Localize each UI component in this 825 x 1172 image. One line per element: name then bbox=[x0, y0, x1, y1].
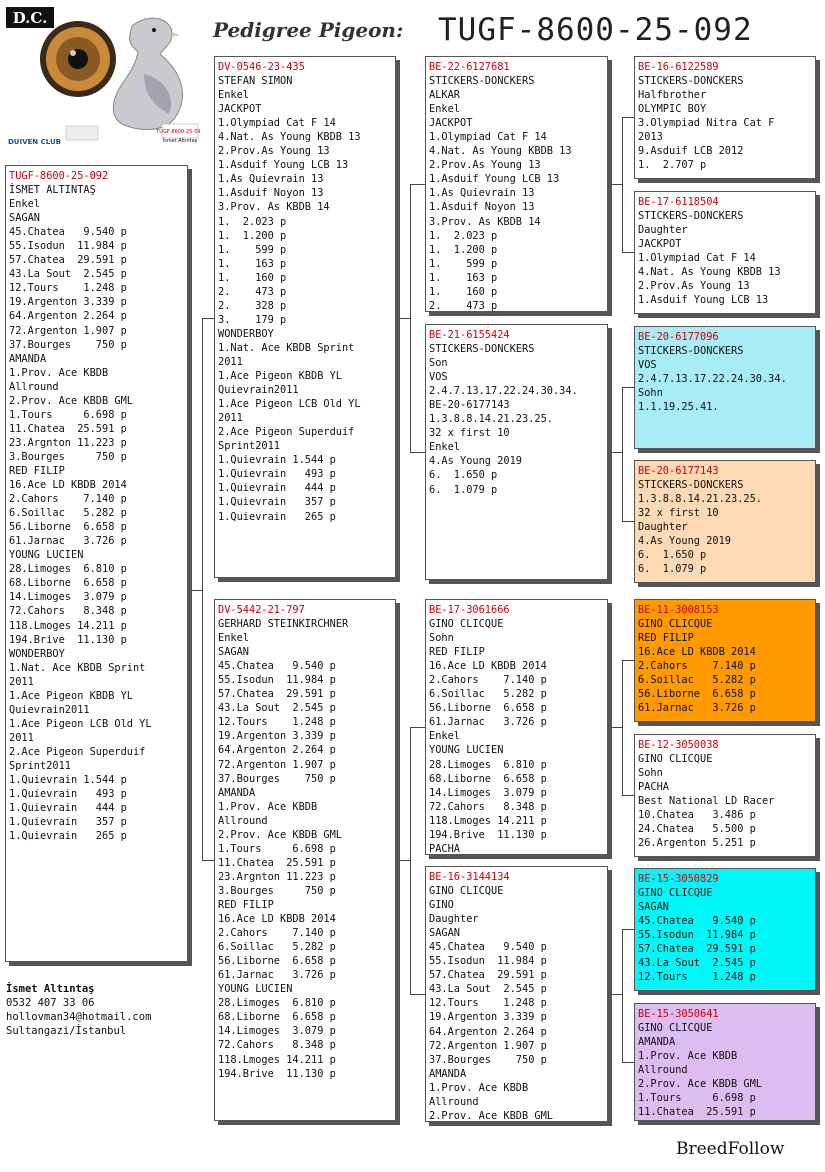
pedigree-line: 72.Argenton 1.907 p bbox=[429, 1039, 547, 1052]
pedigree-line: 11.Chatea 25.591 p bbox=[9, 422, 127, 435]
pedigree-line: 61.Jarnac 3.726 p bbox=[638, 702, 756, 715]
pedigree-card-dd[interactable] bbox=[425, 866, 608, 1122]
pedigree-line: 45.Chatea 9.540 p bbox=[429, 941, 547, 954]
pedigree-line: 12.Tours 1.248 p bbox=[638, 971, 756, 984]
pedigree-line: 3. 179 p bbox=[218, 313, 287, 326]
pedigree-line: Allround bbox=[9, 380, 59, 393]
pedigree-line: 118.Lmoges 14.211 p bbox=[218, 1053, 336, 1066]
pedigree-line: 19.Argenton 3.339 p bbox=[429, 1011, 547, 1024]
pedigree-card-dam[interactable] bbox=[214, 599, 396, 1121]
pedigree-line: 1.Quievrain 444 p bbox=[218, 482, 336, 495]
pedigree-line: 16.Ace LD KBDB 2014 bbox=[9, 479, 127, 492]
pedigree-line: Daughter bbox=[638, 521, 688, 534]
ring-number: DV-0546-23-435 bbox=[218, 61, 305, 73]
pedigree-card-sdd[interactable] bbox=[634, 460, 816, 583]
ring-number: BE-17-6118504 bbox=[638, 196, 719, 208]
ring-number: TUGF-8600-25-092 bbox=[9, 170, 109, 182]
pedigree-line: 1.3.8.8.14.21.23.25. bbox=[429, 413, 553, 426]
pedigree-line: 57.Chatea 29.591 p bbox=[218, 688, 336, 701]
pedigree-line: JACKPOT bbox=[429, 117, 473, 130]
pedigree-line: 43.La Sout 2.545 p bbox=[218, 702, 336, 715]
ring-number: BE-20-6177096 bbox=[638, 331, 719, 343]
pedigree-line: Enkel bbox=[218, 89, 249, 102]
pedigree-line: 2.4.7.13.17.22.24.30.34. bbox=[638, 373, 787, 386]
pedigree-line: 1.Nat. Ace KBDB Sprint bbox=[9, 661, 146, 674]
subject-ring-number: TUGF-8600-25-092 bbox=[438, 12, 753, 48]
pedigree-line: RED FILIP bbox=[218, 898, 274, 911]
pedigree-line: GERHARD STEINKIRCHNER bbox=[218, 618, 349, 631]
pedigree-line: 14.Limoges 3.079 p bbox=[429, 786, 547, 799]
owner-phone: 0532 407 33 06 bbox=[6, 997, 95, 1009]
pedigree-line: 19.Argenton 3.339 p bbox=[218, 730, 336, 743]
pedigree-line: 1. 599 p bbox=[218, 243, 287, 256]
pedigree-line: 1.Nat. Ace KBDB Sprint bbox=[218, 341, 355, 354]
pedigree-line: GINO CLICQUE bbox=[638, 618, 713, 631]
pedigree-line: 72.Cahors 8.348 p bbox=[429, 800, 547, 813]
pedigree-line: 6.Soillac 5.282 p bbox=[9, 507, 127, 520]
pedigree-line: GINO CLICQUE bbox=[638, 753, 713, 766]
pedigree-line: 16.Ace LD KBDB 2014 bbox=[638, 646, 756, 659]
pedigree-line: 55.Isodun 11.984 p bbox=[429, 955, 547, 968]
pedigree-line: 1.Asduif Noyon 13 bbox=[218, 187, 324, 200]
pedigree-line: STICKERS-DONCKERS bbox=[638, 75, 744, 88]
pedigree-line: 37.Bourges 750 p bbox=[218, 772, 336, 785]
pedigree-card-ss[interactable] bbox=[425, 56, 608, 312]
ring-number: BE-17-3061666 bbox=[429, 604, 510, 616]
pedigree-line: 23.Argnton 11.223 p bbox=[9, 436, 127, 449]
pedigree-line: 26.Argenton 5.251 p bbox=[638, 837, 756, 850]
pedigree-line: 1.Quievrain 493 p bbox=[9, 788, 127, 801]
pedigree-line: Allround bbox=[638, 1064, 688, 1077]
pedigree-line: 6.Soillac 5.282 p bbox=[429, 688, 547, 701]
pedigree-line: Sprint2011 bbox=[218, 440, 280, 453]
pedigree-line: Enkel bbox=[218, 632, 249, 645]
pedigree-line: 1. 163 p bbox=[218, 257, 287, 270]
pedigree-line: 1.Asduif Young LCB 13 bbox=[218, 159, 349, 172]
ring-number: BE-21-6155424 bbox=[429, 329, 510, 341]
pedigree-card-dsd[interactable] bbox=[634, 734, 816, 857]
pedigree-card-ssd[interactable] bbox=[634, 191, 816, 314]
pedigree-line: 14.Limoges 3.079 p bbox=[9, 591, 127, 604]
pedigree-line: 57.Chatea 29.591 p bbox=[429, 969, 547, 982]
pedigree-line: 1. 2.023 p bbox=[218, 215, 287, 228]
pedigree-line: 2.Prov. Ace KBDB GML bbox=[429, 1109, 553, 1122]
pedigree-line: 6. 1.079 p bbox=[429, 483, 498, 496]
pedigree-line: GINO CLICQUE bbox=[638, 1022, 713, 1035]
pedigree-line: 11.Chatea 25.591 p bbox=[638, 1106, 756, 1119]
pedigree-line: STICKERS-DONCKERS bbox=[429, 75, 535, 88]
pedigree-line: 1.Quievrain 1.544 p bbox=[218, 454, 336, 467]
logo-brand: D.C. bbox=[12, 9, 48, 27]
pedigree-line: 1.Asduif Noyon 13 bbox=[429, 201, 535, 214]
pedigree-line: Allround bbox=[429, 1095, 479, 1108]
pedigree-line: 55.Isodun 11.984 p bbox=[9, 240, 127, 253]
pedigree-line: STICKERS-DONCKERS bbox=[429, 343, 535, 356]
pedigree-line: RED FILIP bbox=[429, 646, 485, 659]
pedigree-line: AMANDA bbox=[429, 1067, 467, 1080]
ring-number: BE-16-6122589 bbox=[638, 61, 719, 73]
pedigree-line: YOUNG LUCIEN bbox=[218, 983, 293, 996]
pedigree-line: 32 x first 10 bbox=[638, 507, 719, 520]
pedigree-line: Enkel bbox=[429, 103, 460, 116]
footer-brand: BreedFollow bbox=[676, 1139, 785, 1159]
pedigree-line: 56.Liborne 6.658 p bbox=[218, 955, 336, 968]
pedigree-line: 1.Prov. Ace KBDB bbox=[638, 1050, 738, 1063]
owner-info bbox=[6, 982, 151, 1038]
pedigree-line: 6. 1.650 p bbox=[638, 549, 707, 562]
pedigree-line: 1. 1.200 p bbox=[429, 243, 498, 256]
pedigree-line: 1.Quievrain 357 p bbox=[218, 496, 336, 509]
pedigree-line: Sprint2011 bbox=[9, 759, 71, 772]
pedigree-line: 6. 1.079 p bbox=[638, 563, 707, 576]
pedigree-line: 2011 bbox=[218, 355, 243, 368]
pedigree-line: 1.Olympiad Cat F 14 bbox=[429, 131, 547, 144]
pedigree-line: VOS bbox=[429, 371, 448, 384]
pedigree-line: 16.Ace LD KBDB 2014 bbox=[218, 913, 336, 926]
pedigree-line: İSMET ALTINTAŞ bbox=[9, 184, 96, 197]
pedigree-line: 2. 473 p bbox=[218, 285, 287, 298]
pedigree-line: Quievrain2011 bbox=[9, 703, 90, 716]
pedigree-line: 37.Bourges 750 p bbox=[9, 338, 127, 351]
pedigree-line: Daughter bbox=[429, 913, 479, 926]
pedigree-line: 64.Argenton 2.264 p bbox=[429, 1025, 547, 1038]
logo-card-owner: İsmet Altıntaş bbox=[162, 138, 198, 144]
pedigree-line: Enkel bbox=[9, 198, 40, 211]
pedigree-line: SAGAN bbox=[218, 646, 249, 659]
pedigree-line: 1.Quievrain 1.544 p bbox=[9, 774, 127, 787]
pedigree-line: 2.Cahors 7.140 p bbox=[9, 493, 127, 506]
pedigree-line: 61.Jarnac 3.726 p bbox=[429, 716, 547, 729]
pedigree-line: 118.Lmoges 14.211 p bbox=[9, 619, 127, 632]
logo-card-ring: TUGF-8600-25-092 bbox=[156, 129, 200, 135]
pedigree-line: 1.Tours 6.698 p bbox=[9, 408, 127, 421]
pedigree-line: Sohn bbox=[429, 632, 454, 645]
ring-number: BE-15-3050641 bbox=[638, 1008, 719, 1020]
pedigree-line: 1.Tours 6.698 p bbox=[218, 842, 336, 855]
pedigree-line: STEFAN SIMON bbox=[218, 75, 293, 88]
pedigree-line: 32 x first 10 bbox=[429, 427, 510, 440]
pedigree-line: 68.Liborne 6.658 p bbox=[429, 772, 547, 785]
club-logo bbox=[4, 4, 200, 154]
page-title: Pedigree Pigeon: bbox=[213, 18, 404, 42]
pedigree-line: 3.Prov. As KBDB 14 bbox=[218, 201, 330, 214]
pedigree-line: 1.Quievrain 265 p bbox=[9, 830, 127, 843]
pedigree-line: Daughter bbox=[638, 224, 688, 237]
pedigree-line: 1.Quievrain 265 p bbox=[218, 510, 336, 523]
pedigree-card-sds[interactable] bbox=[634, 326, 816, 449]
pedigree-line: 61.Jarnac 3.726 p bbox=[218, 969, 336, 982]
pedigree-line: 4.Nat. As Young KBDB 13 bbox=[429, 145, 572, 158]
pedigree-line: 37.Bourges 750 p bbox=[429, 1053, 547, 1066]
pedigree-line: 55.Isodun 11.984 p bbox=[638, 929, 756, 942]
pedigree-line: 1.Olympiad Cat F 14 bbox=[218, 117, 336, 130]
pedigree-line: 56.Liborne 6.658 p bbox=[638, 688, 756, 701]
pedigree-line: 4.As Young 2019 bbox=[429, 455, 522, 468]
pedigree-line: AMANDA bbox=[218, 786, 256, 799]
owner-address: Sultangazi/İstanbul bbox=[6, 1025, 127, 1037]
pedigree-line: 11.Chatea 25.591 p bbox=[218, 856, 336, 869]
pedigree-line: 4.Nat. As Young KBDB 13 bbox=[218, 131, 361, 144]
pedigree-line: GINO CLICQUE bbox=[429, 885, 504, 898]
pedigree-line: VOS bbox=[638, 359, 657, 372]
pedigree-line: 1.Olympiad Cat F 14 bbox=[638, 252, 756, 265]
pedigree-line: BE-20-6177143 bbox=[429, 399, 510, 412]
pedigree-card-subject[interactable] bbox=[5, 165, 188, 962]
pedigree-line: GINO CLICQUE bbox=[429, 618, 504, 631]
pedigree-line: 28.Limoges 6.810 p bbox=[429, 758, 547, 771]
pedigree-line: 2.Prov. Ace KBDB GML bbox=[9, 394, 133, 407]
ring-number: BE-15-3050829 bbox=[638, 873, 719, 885]
pedigree-line: 1. 160 p bbox=[429, 285, 498, 298]
pedigree-line: 1.Prov. Ace KBDB bbox=[429, 1081, 529, 1094]
pedigree-line: 2.Cahors 7.140 p bbox=[218, 927, 336, 940]
ring-number: DV-5442-21-797 bbox=[218, 604, 305, 616]
ring-number: BE-11-3008153 bbox=[638, 604, 719, 616]
pedigree-line: 2011 bbox=[9, 731, 34, 744]
pedigree-line: 1. 599 p bbox=[429, 257, 498, 270]
pedigree-line: 1. 2.023 p bbox=[429, 229, 498, 242]
pedigree-line: 1.Asduif Young LCB 13 bbox=[429, 173, 560, 186]
pedigree-card-ddd[interactable] bbox=[634, 1003, 816, 1121]
pedigree-line: YOUNG LUCIEN bbox=[9, 549, 84, 562]
pedigree-line: Sohn bbox=[638, 767, 663, 780]
pedigree-card-dss[interactable] bbox=[634, 599, 816, 722]
pedigree-line: 2. 473 p bbox=[429, 299, 498, 312]
pedigree-line: Son bbox=[429, 357, 448, 370]
pedigree-line: Best National LD Racer bbox=[638, 795, 775, 808]
pedigree-line: 1.Tours 6.698 p bbox=[638, 1092, 756, 1105]
pedigree-line: Enkel bbox=[429, 441, 460, 454]
pedigree-line: 45.Chatea 9.540 p bbox=[9, 226, 127, 239]
pedigree-line: Halfbrother bbox=[638, 89, 707, 102]
pedigree-line: 10.Chatea 3.486 p bbox=[638, 809, 756, 822]
pedigree-line: 3.Olympiad Nitra Cat F bbox=[638, 117, 775, 130]
pedigree-line: 6.Soillac 5.282 p bbox=[218, 941, 336, 954]
pedigree-line: 2.Cahors 7.140 p bbox=[429, 674, 547, 687]
owner-name: İsmet Altıntaş bbox=[6, 983, 95, 995]
pedigree-line: 1. 1.200 p bbox=[218, 229, 287, 242]
pedigree-line: Enkel bbox=[429, 730, 460, 743]
pedigree-line: 194.Brive 11.130 p bbox=[429, 828, 547, 841]
pedigree-line: 6. 1.650 p bbox=[429, 469, 498, 482]
pedigree-line: 64.Argenton 2.264 p bbox=[9, 310, 127, 323]
pedigree-line: 72.Argenton 1.907 p bbox=[9, 324, 127, 337]
pedigree-line: 43.La Sout 2.545 p bbox=[429, 983, 547, 996]
pedigree-line: GINO CLICQUE bbox=[638, 887, 713, 900]
pedigree-line: SAGAN bbox=[429, 927, 460, 940]
pedigree-line: 19.Argenton 3.339 p bbox=[9, 296, 127, 309]
pedigree-line: RED FILIP bbox=[9, 464, 65, 477]
pedigree-line: 2.Prov.As Young 13 bbox=[638, 280, 750, 293]
pedigree-line: 43.La Sout 2.545 p bbox=[638, 957, 756, 970]
pedigree-card-dds[interactable] bbox=[634, 868, 816, 991]
pedigree-line: Quievrain2011 bbox=[218, 384, 299, 397]
pedigree-line: Sohn bbox=[638, 387, 663, 400]
pedigree-line: 2.Ace Pigeon Superduif bbox=[218, 426, 355, 439]
pedigree-line: 194.Brive 11.130 p bbox=[218, 1067, 336, 1080]
pedigree-line: OLYMPIC BOY bbox=[638, 103, 707, 116]
pedigree-line: 1. 2.707 p bbox=[638, 159, 707, 172]
pedigree-line: 57.Chatea 29.591 p bbox=[9, 254, 127, 267]
pedigree-line: SAGAN bbox=[9, 212, 40, 225]
pedigree-line: GINO bbox=[429, 899, 454, 912]
pedigree-line: 1.Quievrain 357 p bbox=[9, 816, 127, 829]
pedigree-line: 28.Limoges 6.810 p bbox=[218, 997, 336, 1010]
pedigree-line: 2.Ace Pigeon Superduif bbox=[9, 745, 146, 758]
pedigree-line: 12.Tours 1.248 p bbox=[429, 997, 547, 1010]
pedigree-line: 1.Ace Pigeon LCB Old YL bbox=[9, 717, 152, 730]
pedigree-line: 55.Isodun 11.984 p bbox=[218, 674, 336, 687]
pedigree-line: 1.Prov. Ace KBDB bbox=[9, 366, 109, 379]
ring-number: BE-22-6127681 bbox=[429, 61, 510, 73]
pedigree-line: 4.Nat. As Young KBDB 13 bbox=[638, 266, 781, 279]
ring-number: BE-12-3050038 bbox=[638, 739, 719, 751]
pedigree-line: AMANDA bbox=[638, 1036, 676, 1049]
pedigree-line: 1.Ace Pigeon LCB Old YL bbox=[218, 398, 361, 411]
pedigree-line: 6.Soillac 5.282 p bbox=[638, 674, 756, 687]
pedigree-line: WONDERBOY bbox=[218, 327, 274, 340]
pedigree-line: 1.Ace Pigeon KBDB YL bbox=[218, 370, 342, 383]
pedigree-line: 45.Chatea 9.540 p bbox=[638, 915, 756, 928]
pedigree-line: 56.Liborne 6.658 p bbox=[429, 702, 547, 715]
pedigree-line: 45.Chatea 9.540 p bbox=[218, 660, 336, 673]
pedigree-line: 23.Argnton 11.223 p bbox=[218, 870, 336, 883]
pedigree-line: 2011 bbox=[218, 412, 243, 425]
pedigree-line: 1.Quievrain 444 p bbox=[9, 802, 127, 815]
pedigree-line: 61.Jarnac 3.726 p bbox=[9, 535, 127, 548]
logo-club-name: DUIVEN CLUB bbox=[8, 138, 61, 146]
pedigree-line: 1. 163 p bbox=[429, 271, 498, 284]
pedigree-line: PACHA bbox=[429, 842, 460, 855]
pedigree-line: 14.Limoges 3.079 p bbox=[218, 1025, 336, 1038]
pedigree-line: 1.As Quievrain 13 bbox=[218, 173, 324, 186]
pedigree-line: 2. 328 p bbox=[218, 299, 287, 312]
pedigree-line: 3.Bourges 750 p bbox=[218, 884, 336, 897]
pedigree-line: 2.Prov.As Young 13 bbox=[218, 145, 330, 158]
pedigree-line: YOUNG LUCIEN bbox=[429, 744, 504, 757]
pedigree-line: 9.Asduif LCB 2012 bbox=[638, 145, 744, 158]
pedigree-line: 56.Liborne 6.658 p bbox=[9, 521, 127, 534]
pedigree-line: 72.Cahors 8.348 p bbox=[9, 605, 127, 618]
ring-number: BE-16-3144134 bbox=[429, 871, 510, 883]
pedigree-line: 1.3.8.8.14.21.23.25. bbox=[638, 493, 762, 506]
pedigree-line: SAGAN bbox=[638, 901, 669, 914]
pedigree-line: 24.Chatea 5.500 p bbox=[638, 823, 756, 836]
pedigree-line: 68.Liborne 6.658 p bbox=[9, 577, 127, 590]
pedigree-card-sd[interactable] bbox=[425, 324, 608, 580]
pedigree-line: 1. 160 p bbox=[218, 271, 287, 284]
pedigree-card-sss[interactable] bbox=[634, 56, 816, 179]
pedigree-line: 72.Cahors 8.348 p bbox=[218, 1039, 336, 1052]
owner-email[interactable]: hollovman34@hotmail.com bbox=[6, 1011, 152, 1023]
pedigree-line: RED FILIP bbox=[638, 632, 694, 645]
pedigree-line: 72.Argenton 1.907 p bbox=[218, 758, 336, 771]
pedigree-line: 1.1.19.25.41. bbox=[638, 401, 719, 414]
pedigree-card-sire[interactable] bbox=[214, 56, 396, 578]
pedigree-line: 2013 bbox=[638, 131, 663, 144]
pedigree-line: 118.Lmoges 14.211 p bbox=[429, 814, 547, 827]
pigeon-eye-logo-icon bbox=[4, 4, 200, 154]
pedigree-line: 1.Prov. Ace KBDB bbox=[218, 800, 318, 813]
pedigree-line: 1.Quievrain 493 p bbox=[218, 468, 336, 481]
pedigree-line: STICKERS-DONCKERS bbox=[638, 345, 744, 358]
pedigree-line: STICKERS-DONCKERS bbox=[638, 210, 744, 223]
pedigree-line: PACHA bbox=[638, 781, 669, 794]
pedigree-line: 16.Ace LD KBDB 2014 bbox=[429, 660, 547, 673]
pedigree-line: Allround bbox=[218, 814, 268, 827]
pedigree-line: JACKPOT bbox=[218, 103, 262, 116]
pedigree-line: 1.As Quievrain 13 bbox=[429, 187, 535, 200]
pedigree-line: AMANDA bbox=[9, 352, 47, 365]
pedigree-line: 2.Prov. Ace KBDB GML bbox=[638, 1078, 762, 1091]
pedigree-line: 194.Brive 11.130 p bbox=[9, 633, 127, 646]
pedigree-line: 1.Asduif Young LCB 13 bbox=[638, 294, 769, 307]
pedigree-line: 28.Limoges 6.810 p bbox=[9, 563, 127, 576]
pedigree-line: 2.Cahors 7.140 p bbox=[638, 660, 756, 673]
ring-number: BE-20-6177143 bbox=[638, 465, 719, 477]
pedigree-card-ds[interactable] bbox=[425, 599, 608, 855]
pedigree-line: 2011 bbox=[9, 675, 34, 688]
pedigree-line: 12.Tours 1.248 p bbox=[218, 716, 336, 729]
pedigree-line: 57.Chatea 29.591 p bbox=[638, 943, 756, 956]
pedigree-line: JACKPOT bbox=[638, 238, 682, 251]
pedigree-line: 12.Tours 1.248 p bbox=[9, 282, 127, 295]
pedigree-line: 4.As Young 2019 bbox=[638, 535, 731, 548]
pedigree-line: WONDERBOY bbox=[9, 647, 65, 660]
pedigree-line: 1.Ace Pigeon KBDB YL bbox=[9, 689, 133, 702]
pedigree-line: 64.Argenton 2.264 p bbox=[218, 744, 336, 757]
pedigree-line: 3.Bourges 750 p bbox=[9, 450, 127, 463]
pedigree-line: 2.Prov.As Young 13 bbox=[429, 159, 541, 172]
pedigree-line: 68.Liborne 6.658 p bbox=[218, 1011, 336, 1024]
pedigree-line: 2.Prov. Ace KBDB GML bbox=[218, 828, 342, 841]
pedigree-line: 3.Prov. As KBDB 14 bbox=[429, 215, 541, 228]
pedigree-line: STICKERS-DONCKERS bbox=[638, 479, 744, 492]
pedigree-line: 43.La Sout 2.545 p bbox=[9, 268, 127, 281]
pedigree-line: ALKAR bbox=[429, 89, 460, 102]
pedigree-line: 2.4.7.13.17.22.24.30.34. bbox=[429, 385, 578, 398]
